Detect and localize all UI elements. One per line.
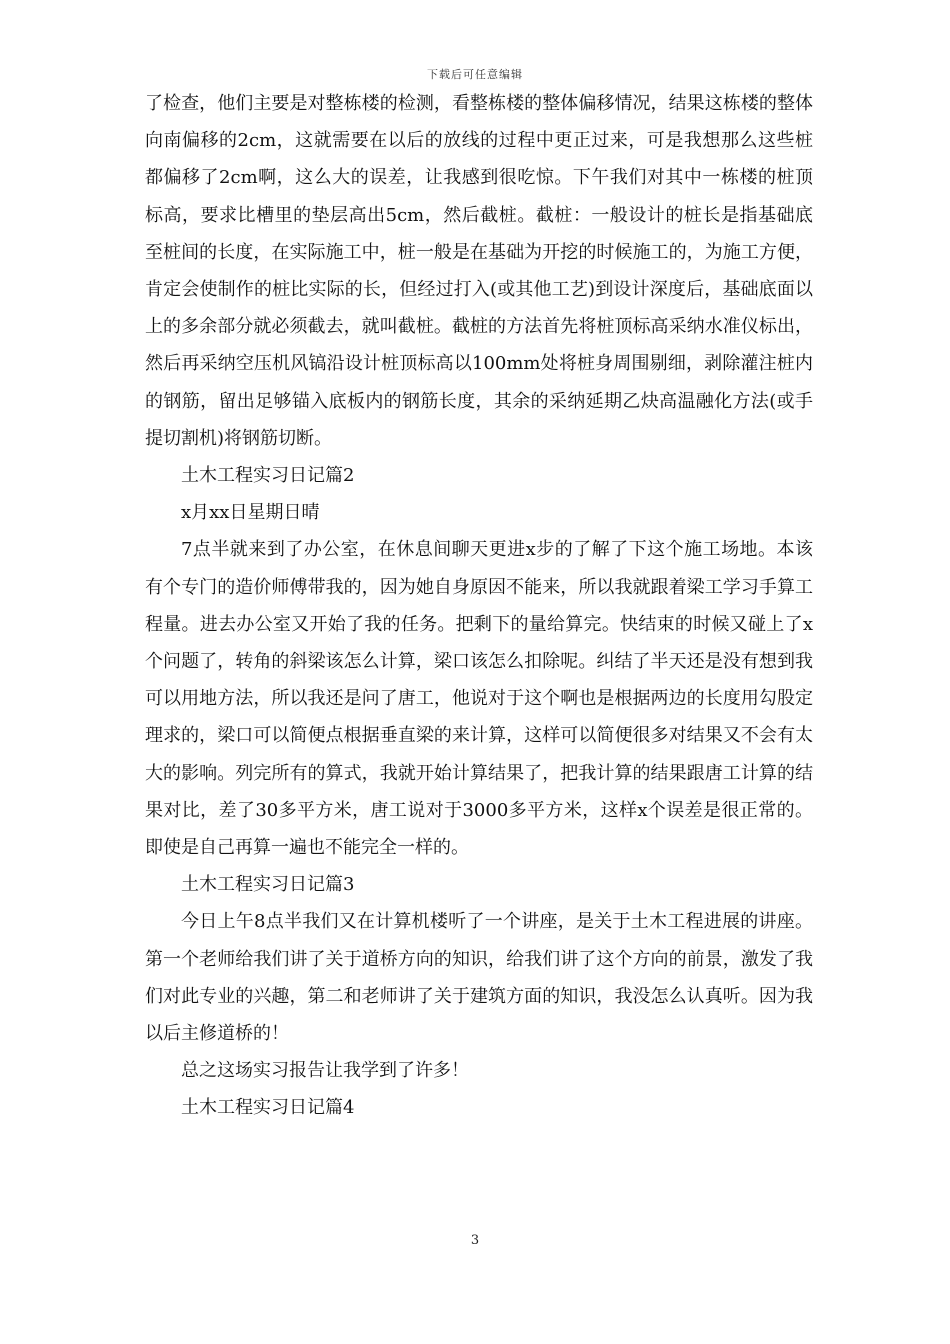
paragraph-continuation: 了检查，他们主要是对整栋楼的检测，看整栋楼的整体偏移情况，结果这栋楼的整体向南偏移的2cm，这就需要在以后的放线的过程中更正过来，可是我想那么这些桩都偏移了2cm啊，这么大的误差，让我感到很吃惊。下午我们对其中一栋楼的桩顶标高，要求比槽里的垫层高出5cm，然后截桩。截桩：一般设计的桩长是指基础底至桩间的长度，在实际施工中，桩一般是在基础为开挖的时候施工的，为施工方便，肯定会使制作的桩比实际的长，但经过打入(或其他工艺)到设计深度后，基础底面以上的多余部分就必须截去，就叫截桩。截桩的方法首先将桩顶标高采纳水准仪标出，然后再采纳空压机风镐沿设计桩顶标高以100mm处将桩身周围剔细，剥除灌注桩内的钢筋，留出足够锚入底板内的钢筋长度，其余的采纳延期乙炔高温融化方法(或手提切割机)将钢筋切断。 — [145, 93, 813, 449]
page-header-note: 下载后可任意编辑 — [427, 68, 523, 81]
date-line: x月xx日星期日晴 — [181, 502, 320, 524]
page-number: 3 — [470, 1233, 480, 1248]
document-body — [145, 85, 813, 1127]
paragraph-summary: 总之这场实习报告让我学到了许多！ — [181, 1060, 469, 1082]
paragraph-entry-3: 今日上午8点半我们又在计算机楼听了一个讲座，是关于土木工程进展的讲座。第一个老师给我们讲了关于道桥方向的知识，给我们讲了这个方向的前景，激发了我们对此专业的兴趣，第二和老师讲了关于建筑方面的知识，我没怎么认真听。因为我以后主修道桥的！ — [145, 911, 813, 1045]
section-heading-3: 土木工程实习日记篇3 — [181, 874, 355, 896]
paragraph-entry-2: 7点半就来到了办公室，在休息间聊天更进x步的了解了下这个施工场地。本该有个专门的造价师傅带我的，因为她自身原因不能来，所以我就跟着梁工学习手算工程量。进去办公室又开始了我的任务。把剩下的量给算完。快结束的时候又碰上了x个问题了，转角的斜梁该怎么计算，梁口该怎么扣除呢。纠结了半天还是没有想到我可以用地方法，所以我还是问了唐工，他说对于这个啊也是根据两边的长度用勾股定理求的，梁口可以简便点根据垂直梁的来计算，这样可以简便很多对结果又不会有太大的影响。列完所有的算式，我就开始计算结果了，把我计算的结果跟唐工计算的结果对比，差了30多平方米，唐工说对于3000多平方米，这样x个误差是很正常的。即使是自己再算一遍也不能完全一样的。 — [145, 539, 813, 859]
section-heading-2: 土木工程实习日记篇2 — [181, 465, 355, 487]
section-heading-4: 土木工程实习日记篇4 — [181, 1097, 355, 1119]
